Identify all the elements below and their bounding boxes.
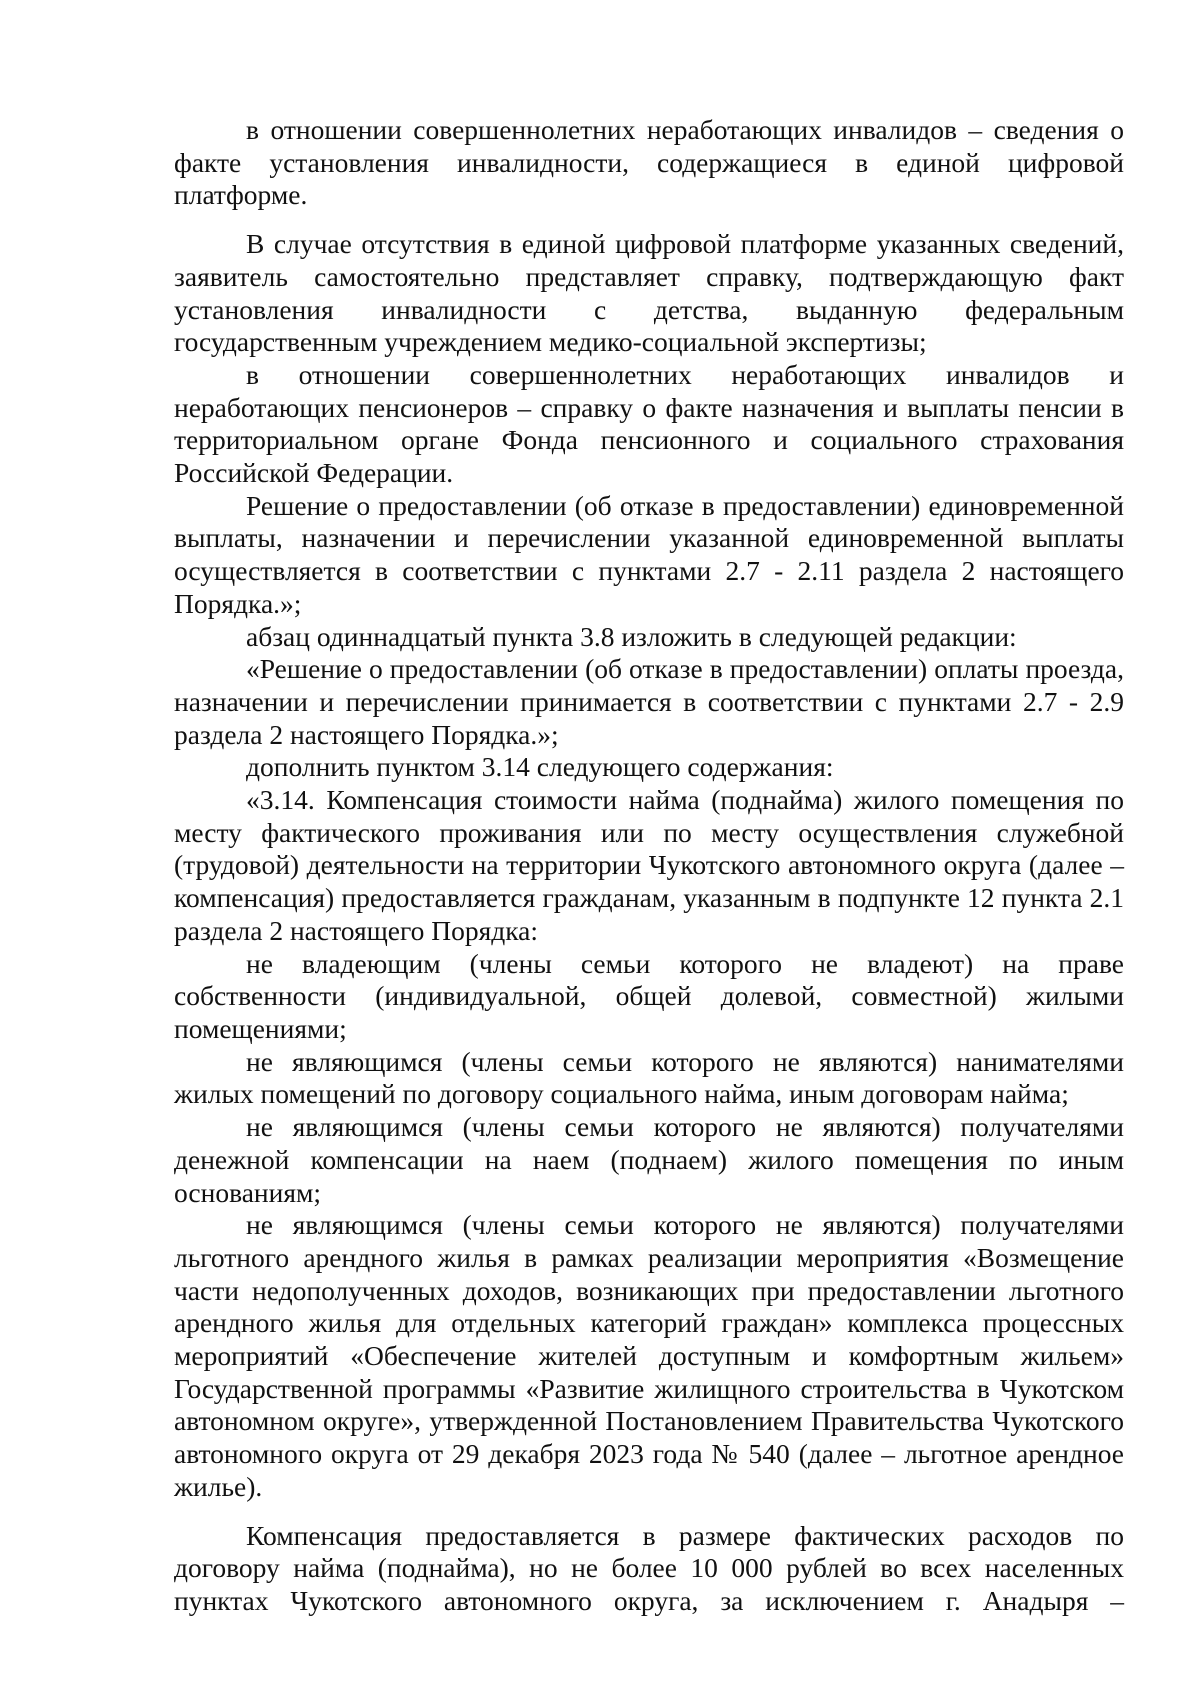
paragraph-2: В случае отсутствия в единой цифровой платформе указанных сведений, заявитель самостоятельно представляет справку, подтверждающую факт установления инвалидности с детства, выданную федеральным государственным учреждением медико-социальной экспертизы;	[174, 228, 1124, 358]
paragraph-6: «Решение о предоставлении (об отказе в предоставлении) оплаты проезда, назначении и перечислении принимается в соответствии с пунктами 2.7 - 2.9 раздела 2 настоящего Порядка.»;	[174, 653, 1124, 750]
paragraph-5: абзац одиннадцатый пункта 3.8 изложить в следующей редакции:	[246, 620, 1017, 652]
paragraph-11: не являющимся (члены семьи которого не являются) получателями денежной компенсации на наем (поднаем) жилого помещения по иным основаниям;	[174, 1111, 1124, 1208]
paragraph-10: не являющимся (члены семьи которого не являются) нанимателями жилых помещений по договору социального найма, иным договорам найма;	[174, 1045, 1124, 1110]
paragraph-12: не являющимся (члены семьи которого не являются) получателями льготного арендного жилья в рамках реализации мероприятия «Возмещение части недополученных доходов, возникающих при предоставлении льготного арендного жилья для отдельных категорий граждан» комплекса процессных мероприятий «Обеспечение жителей доступным и комфортным жильем» Государственной программы «Развитие жилищного строительства в Чукотском автономном округе», утвержденной Постановлением Правительства Чукотского автономного округа от 29 декабря 2023 года № 540 (далее – льготное арендное жилье).	[174, 1209, 1124, 1502]
paragraph-3: в отношении совершеннолетних неработающих инвалидов и неработающих пенсионеров – справку о факте назначения и выплаты пенсии в территориальном органе Фонда пенсионного и социального страхования Российской Федерации.	[174, 358, 1124, 489]
paragraph-8: «3.14. Компенсация стоимости найма (поднайма) жилого помещения по месту фактического проживания или по месту осуществления служебной (трудовой) деятельности на территории Чукотского автономного округа (далее – компенсация) предоставляется гражданам, указанным в подпункте 12 пункта 2.1 раздела 2 настоящего Порядка:	[174, 784, 1124, 946]
paragraph-9: не владеющим (члены семьи которого не владеют) на праве собственности (индивидуальной, общей долевой, совместной) жилыми помещениями;	[174, 947, 1124, 1044]
document-page	[174, 114, 1124, 1618]
paragraph-4: Решение о предоставлении (об отказе в предоставлении) единовременной выплаты, назначении и перечислении указанной единовременной выплаты осуществляется в соответствии с пунктами 2.7 - 2.11 раздела 2 настоящего Порядка.»;	[174, 489, 1124, 619]
paragraph-1: в отношении совершеннолетних неработающих инвалидов – сведения о факте установления инвалидности, содержащиеся в единой цифровой платформе.	[174, 114, 1124, 211]
paragraph-7: дополнить пунктом 3.14 следующего содержания:	[246, 751, 834, 783]
paragraph-13: Компенсация предоставляется в размере фактических расходов по договору найма (поднайма), но не более 10 000 рублей во всех населенных пунктах Чукотского автономного округа, за исключением г. Анадыря –	[174, 1519, 1124, 1616]
